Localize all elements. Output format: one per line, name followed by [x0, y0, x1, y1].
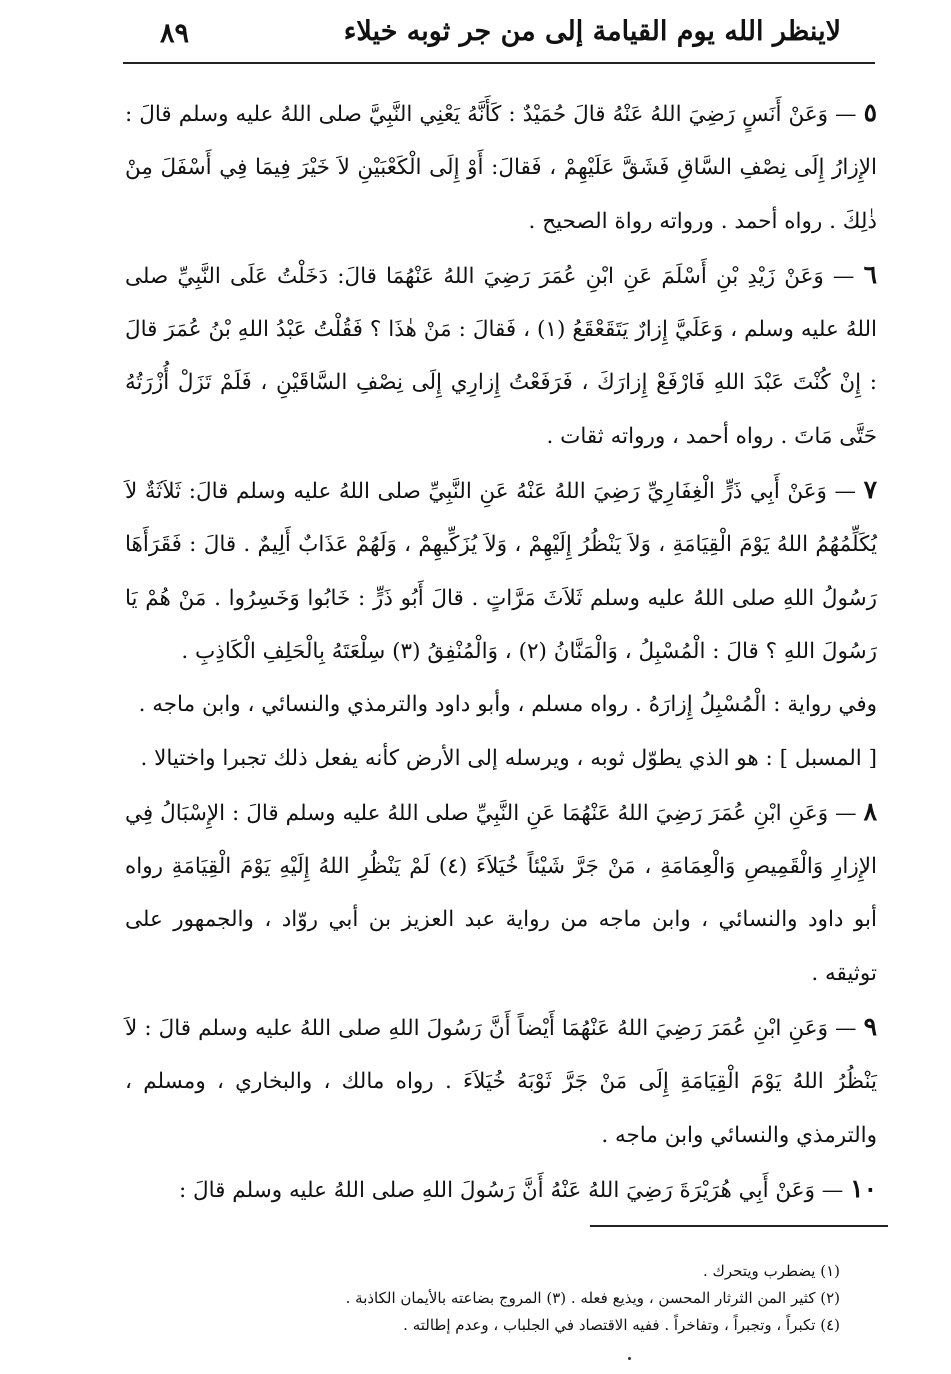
text-line: إِنْ كُنْتَ عَبْدَ اللهِ فَارْفَعْ إِزارَكَ ، فَرَفَعْتُ إِزارِي إِلَى نِصْفِ السَّاقَيْنِ ، فَلَمْ تَزَلْ أُزْرَتُهُ: [125, 370, 862, 396]
footnote: (٢) كثير المن الثرثار المحسن ، ويذيع فعله . (٣) المروج بضاعته بالأيمان الكاذبة .: [345, 1289, 840, 1307]
footnotes: [190, 1258, 840, 1339]
hadith-7-narration: [125, 678, 877, 731]
hadith-10: [125, 1162, 877, 1217]
text-line: [ المسبل ] : هو الذي يطوّل ثوبه ، ويرسله إلى الأرض كأنه يفعل ذلك تجبرا واختيالا .: [140, 745, 877, 771]
text-line: عليه وسلم ، وَعَلَيَّ إِزارٌ يَتَقَعْقَعُ (١) ، فَقالَ : مَنْ هٰذَا ؟ فَقُلْتُ عَبْدُ اللهِ بْنُ عُمَرَ قالَ :: [125, 317, 878, 396]
text-line: رواه أبو داود والنسائي ، وابن ماجه من رواية عبد العزيز بن أبي روّاد ، والجمهور على توثيقه .: [125, 854, 877, 986]
footnote: (٤) تكبراً ، وتجبراً ، وتفاخراً . ففيه الاقتصاد في الجلباب ، وعدم إطالته .: [403, 1316, 840, 1334]
hadith-number: ٨: [863, 796, 877, 826]
text-line: — وَعَنْ أَنَسٍ رَضِيَ اللهُ عَنْهُ قالَ حُمَيْدٌ : كَأَنَّهُ يَعْنِي النَّبِيَّ صلى اللهُ عليه وسلم: [178, 102, 857, 127]
footnote: (١) يضطرب ويتحرك .: [703, 1262, 840, 1280]
text-line: لاَ يُكَلِّمُهُمُ اللهُ يَوْمَ الْقِيَامَةِ ، وَلاَ يَنْظُرُ إِلَيْهِمْ ، وَلاَ يُزَكِّيهِمْ ، وَلَهُمْ عَذَابٌ أَلِيمٌ . قالَ :: [125, 479, 877, 558]
text-line: — وَعَنْ زَيْدِ بْنِ أَسْلَمَ عَنِ ابْنِ عُمَرَ رَضِيَ اللهُ عَنْهُمَا قالَ: دَخَلْتُ عَلَى النَّبِيِّ صلى اللهُ: [125, 263, 877, 343]
hadith-number: ٧: [863, 475, 877, 505]
text-line: لاَ يَنْظُرُ اللهُ يَوْمَ الْقِيَامَةِ إِلَى مَنْ جَرَّ ثَوْبَهُ خُيَلاَءَ . رواه مالك ، والبخاري ، ومسلم ،: [125, 1016, 877, 1095]
hadith-7-gloss: [125, 732, 877, 785]
text-line: قالَ : الإِزارُ إِلَى نِصْفِ السَّاقِ فَشَقَّ عَلَيْهِمْ ، فَقالَ: أَوْ إِلَى الْكَعْبَيْنِ لاَ خَيْرَ فِيمَا فِي أَسْفَلَ: [125, 102, 877, 181]
hadith-number: ٦: [863, 259, 877, 289]
text-line: والترمذي والنسائي وابن ماجه .: [601, 1122, 877, 1148]
hadith-6: [125, 248, 877, 463]
hadith-9: [125, 1000, 877, 1162]
hadith-8: [125, 785, 877, 1000]
hadith-number: ٥: [863, 98, 877, 127]
running-title: لاينظر الله يوم القيامة إلى من جر ثوبه خيلاء: [343, 16, 841, 47]
hadith-7: [125, 463, 877, 678]
page-header: [130, 14, 841, 54]
text-line: وفي رواية : الْمُسْبِلُ إِزارَهُ . رواه مسلم ، وأبو داود والترمذي والنسائي ، وابن ماجه .: [138, 692, 877, 718]
hadith-number: ١٠: [850, 1173, 877, 1203]
text-line: فِي الإِزارِ وَالْقَمِيصِ وَالْعِمَامَةِ ، مَنْ جَرَّ شَيْئاً خُيَلاَءَ (٤) لَمْ يَنْظُرِ اللهُ إِلَيْهِ يَوْمَ الْقِيَامَةِ: [125, 800, 877, 880]
text-line: — وَعَنِ ابْنِ عُمَرَ رَضِيَ اللهُ عَنْهُمَا أَيْضاً أَنَّ رَسُولَ اللهِ صلى اللهُ عليه وسلم قالَ :: [144, 1016, 857, 1042]
page-number: ٨٩: [160, 18, 190, 49]
footnote-divider: [590, 1225, 888, 1227]
text-line: مَنْ هُمْ يَا رَسُولَ اللهِ ؟ قالَ : الْمُسْبِلُ ، وَالْمَنَّانُ (٢) ، وَالْمُنْفِقُ (٣) سِلْعَتَهُ بِالْحَلِفِ الْكَاذِبِ .: [125, 585, 877, 664]
text-line: حَتَّى مَاتَ . رواه أحمد ، ورواته ثقات .: [546, 423, 877, 449]
text-line: فَقَرَأَهَا رَسُولُ اللهِ صلى اللهُ عليه وسلم ثَلاَثَ مَرَّاتٍ . قالَ أَبُو ذَرٍّ : خَابُوا وَخَسِرُوا .: [125, 532, 878, 611]
print-speck: [628, 1357, 631, 1360]
hadith-number: ٩: [863, 1012, 877, 1042]
text-line: مِنْ ذٰلِكَ . رواه أحمد . ورواته رواة الصحيح .: [125, 155, 877, 234]
main-text: [125, 86, 877, 1217]
hadith-5: [125, 86, 877, 248]
header-divider: [123, 62, 875, 64]
text-line: — وَعَنْ أَبِي هُرَيْرَةَ رَضِيَ اللهُ عَنْهُ أَنَّ رَسُولَ اللهِ صلى اللهُ عليه وسلم قالَ :: [178, 1177, 844, 1203]
text-line: — وَعَنْ أَبِي ذَرٍّ الْغِفَارِيِّ رَضِيَ اللهُ عَنْهُ عَنِ النَّبِيِّ صلى اللهُ عليه وسلم قالَ: ثَلاَثَةٌ: [144, 479, 856, 505]
text-line: — وَعَنِ ابْنِ عُمَرَ رَضِيَ اللهُ عَنْهُمَا عَنِ النَّبِيِّ صلى اللهُ عليه وسلم قالَ : الإِسْبَالُ: [160, 800, 857, 826]
